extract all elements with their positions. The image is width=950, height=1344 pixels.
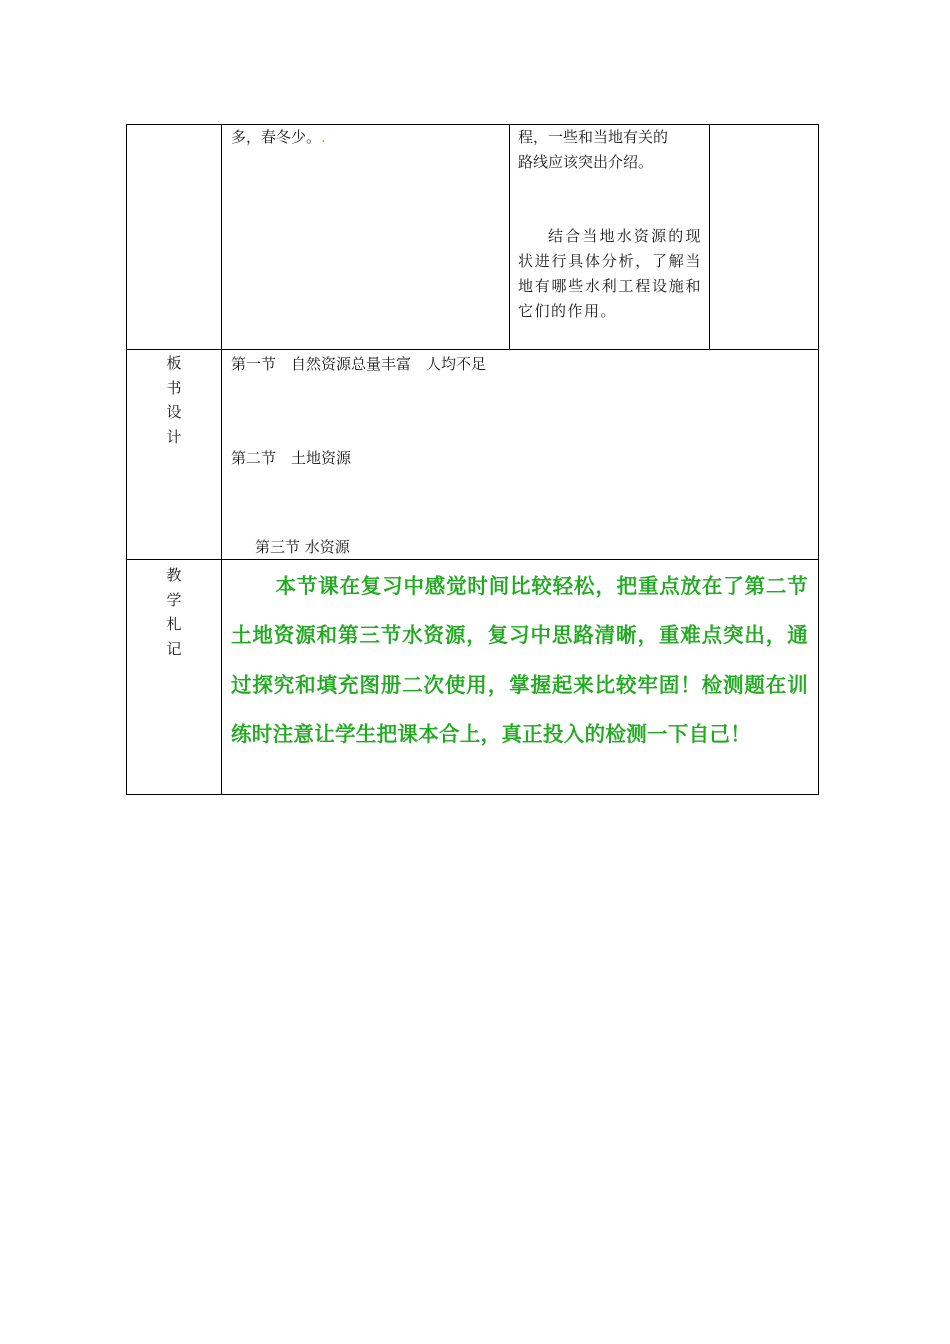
board-section-2: 第二节 土地资源 bbox=[231, 449, 352, 467]
column-divider-notes bbox=[509, 124, 510, 350]
row-divider-board bbox=[126, 349, 819, 350]
reflection-text bbox=[231, 562, 808, 760]
table-border-left bbox=[126, 124, 127, 795]
board-section-1: 第一节 自然资源总量丰富 人均不足 bbox=[231, 355, 487, 373]
row1-note-line-1: 程，一些和当地有关的 bbox=[518, 128, 669, 146]
row1-content-main: 多，春冬少。 bbox=[231, 128, 322, 146]
row1-content-text bbox=[231, 130, 326, 145]
board-section-3: 第三节 水资源 bbox=[255, 538, 350, 556]
board-label: 板书设计 bbox=[166, 354, 182, 446]
row1-note-line-2: 路线应该突出介绍。 bbox=[518, 153, 654, 171]
table-border-bottom bbox=[126, 794, 819, 795]
row1-note-paragraph: 结合当地水资源的现状进行具体分析，了解当地有哪些水利工程设施和它们的作用。 bbox=[518, 227, 702, 320]
column-divider-last bbox=[709, 124, 710, 350]
table-border-right bbox=[818, 124, 819, 795]
reflection-body: 本节课在复习中感觉时间比较轻松，把重点放在了第二节土地资源和第三节水资源，复习中思路清晰，重难点突出，通过探究和填充图册二次使用，掌握起来比较牢固！检测题在训练时注意让学生把课本合上，真正投入的检测一下自己！ bbox=[231, 574, 808, 747]
column-divider-label bbox=[221, 124, 222, 795]
reflection-label: 教学札记 bbox=[166, 566, 182, 658]
row1-content-mark: . bbox=[321, 128, 326, 146]
row-divider-reflection bbox=[126, 559, 819, 560]
table-border-top bbox=[126, 124, 819, 125]
